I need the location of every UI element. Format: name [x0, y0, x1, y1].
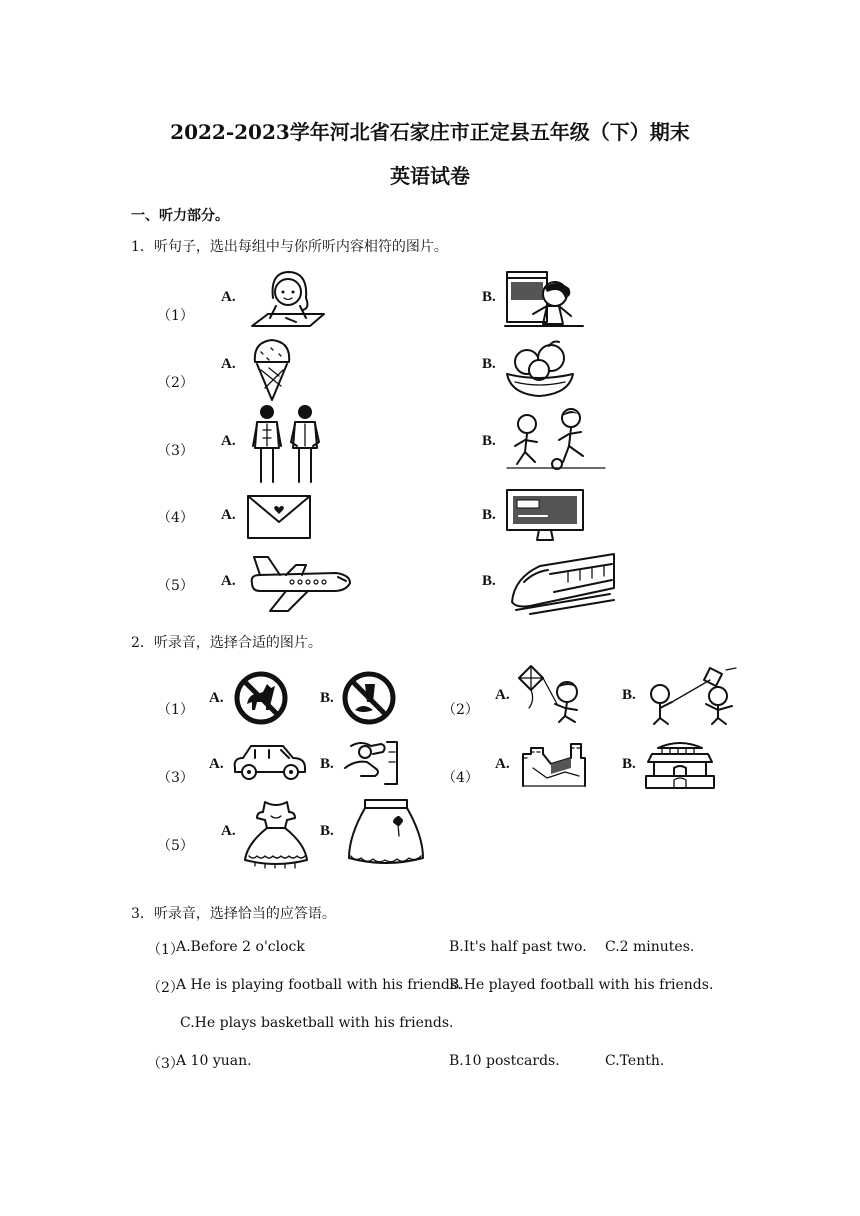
- question-2-prompt: 2．听录音，选择合适的图片。: [131, 635, 322, 651]
- q3-item-3-number: （3）: [147, 1056, 184, 1072]
- girl-at-window-icon[interactable]: [503, 268, 585, 330]
- great-wall-icon[interactable]: [519, 734, 589, 788]
- q3-item-3-option-a: A 10 yuan.: [176, 1053, 252, 1069]
- q2-item-1-number: （1）: [157, 702, 194, 718]
- q1-item-1-option-a-label: A.: [221, 289, 236, 305]
- q2-item-2-number: （2）: [442, 702, 479, 718]
- q1-item-2-option-b-label: B.: [482, 356, 496, 372]
- page-subtitle: 英语试卷: [390, 164, 470, 188]
- q3-item-1-option-c: C.2 minutes.: [605, 939, 695, 955]
- fruit-bowl-icon[interactable]: [503, 338, 577, 398]
- girl-writing-icon[interactable]: [248, 268, 328, 330]
- q1-item-2-number: （2）: [157, 375, 194, 391]
- car-icon[interactable]: [231, 740, 309, 782]
- q2-item-3-option-b-label: B.: [320, 756, 334, 772]
- q3-item-1-option-a: A.Before 2 o'clock: [176, 939, 305, 955]
- q3-item-2-option-c: C.He plays basketball with his friends.: [180, 1015, 454, 1031]
- airplane-icon[interactable]: [246, 553, 354, 615]
- q2-item-4-number: （4）: [442, 770, 479, 786]
- q1-item-3-option-b-label: B.: [482, 433, 496, 449]
- q3-item-1-number: （1）: [147, 942, 184, 958]
- q3-item-2-number: （2）: [147, 980, 184, 996]
- dress-icon[interactable]: [241, 798, 311, 868]
- q2-item-5-number: （5）: [157, 838, 194, 854]
- question-3-prompt: 3．听录音，选择恰当的应答语。: [131, 906, 336, 922]
- q1-item-1-number: （1）: [157, 308, 194, 324]
- two-men-standing-icon[interactable]: [249, 402, 325, 484]
- q3-item-2-option-a: A He is playing football with his friends.: [176, 977, 462, 993]
- question-1-prompt: 1．听句子，选出每组中与你所听内容相符的图片。: [131, 239, 448, 255]
- q1-item-5-option-a-label: A.: [221, 573, 236, 589]
- q1-item-4-option-a-label: A.: [221, 507, 236, 523]
- q1-item-3-number: （3）: [157, 443, 194, 459]
- q1-item-2-option-a-label: A.: [221, 356, 236, 372]
- high-speed-train-icon[interactable]: [510, 548, 616, 616]
- skirt-icon[interactable]: [345, 796, 427, 868]
- q2-item-2-option-b-label: B.: [622, 687, 636, 703]
- q2-item-4-option-b-label: B.: [622, 756, 636, 772]
- envelope-icon[interactable]: [246, 494, 312, 542]
- kids-playing-football-icon[interactable]: [505, 406, 609, 472]
- q2-item-1-option-a-label: A.: [209, 690, 224, 706]
- temple-of-heaven-icon[interactable]: [644, 736, 716, 790]
- kids-flying-kite-icon[interactable]: [646, 664, 742, 726]
- q2-item-1-option-b-label: B.: [320, 690, 334, 706]
- q3-item-1-option-b: B.It's half past two.: [449, 939, 587, 955]
- q2-item-5-option-b-label: B.: [320, 823, 334, 839]
- no-dogs-sign-icon[interactable]: [233, 670, 289, 726]
- q1-item-3-option-a-label: A.: [221, 433, 236, 449]
- q2-item-5-option-a-label: A.: [221, 823, 236, 839]
- q1-item-4-number: （4）: [157, 510, 194, 526]
- hands-washing-icon[interactable]: [341, 738, 405, 786]
- page-title: 2022-2023学年河北省石家庄市正定县五年级（下）期末: [170, 120, 690, 144]
- q3-item-3-option-c: C.Tenth.: [605, 1053, 665, 1069]
- section-heading: 一、听力部分。: [131, 208, 229, 224]
- no-eating-sign-icon[interactable]: [341, 670, 397, 726]
- q2-item-3-number: （3）: [157, 770, 194, 786]
- q1-item-5-number: （5）: [157, 578, 194, 594]
- kid-with-kite-icon[interactable]: [515, 664, 589, 724]
- q1-item-5-option-b-label: B.: [482, 573, 496, 589]
- q2-item-4-option-a-label: A.: [495, 756, 510, 772]
- q2-item-2-option-a-label: A.: [495, 687, 510, 703]
- q1-item-1-option-b-label: B.: [482, 289, 496, 305]
- q3-item-2-option-b: B.He played football with his friends.: [449, 977, 714, 993]
- q1-item-4-option-b-label: B.: [482, 507, 496, 523]
- ice-cream-icon[interactable]: [251, 336, 293, 402]
- computer-monitor-icon[interactable]: [503, 488, 587, 544]
- q2-item-3-option-a-label: A.: [209, 756, 224, 772]
- q3-item-3-option-b: B.10 postcards.: [449, 1053, 560, 1069]
